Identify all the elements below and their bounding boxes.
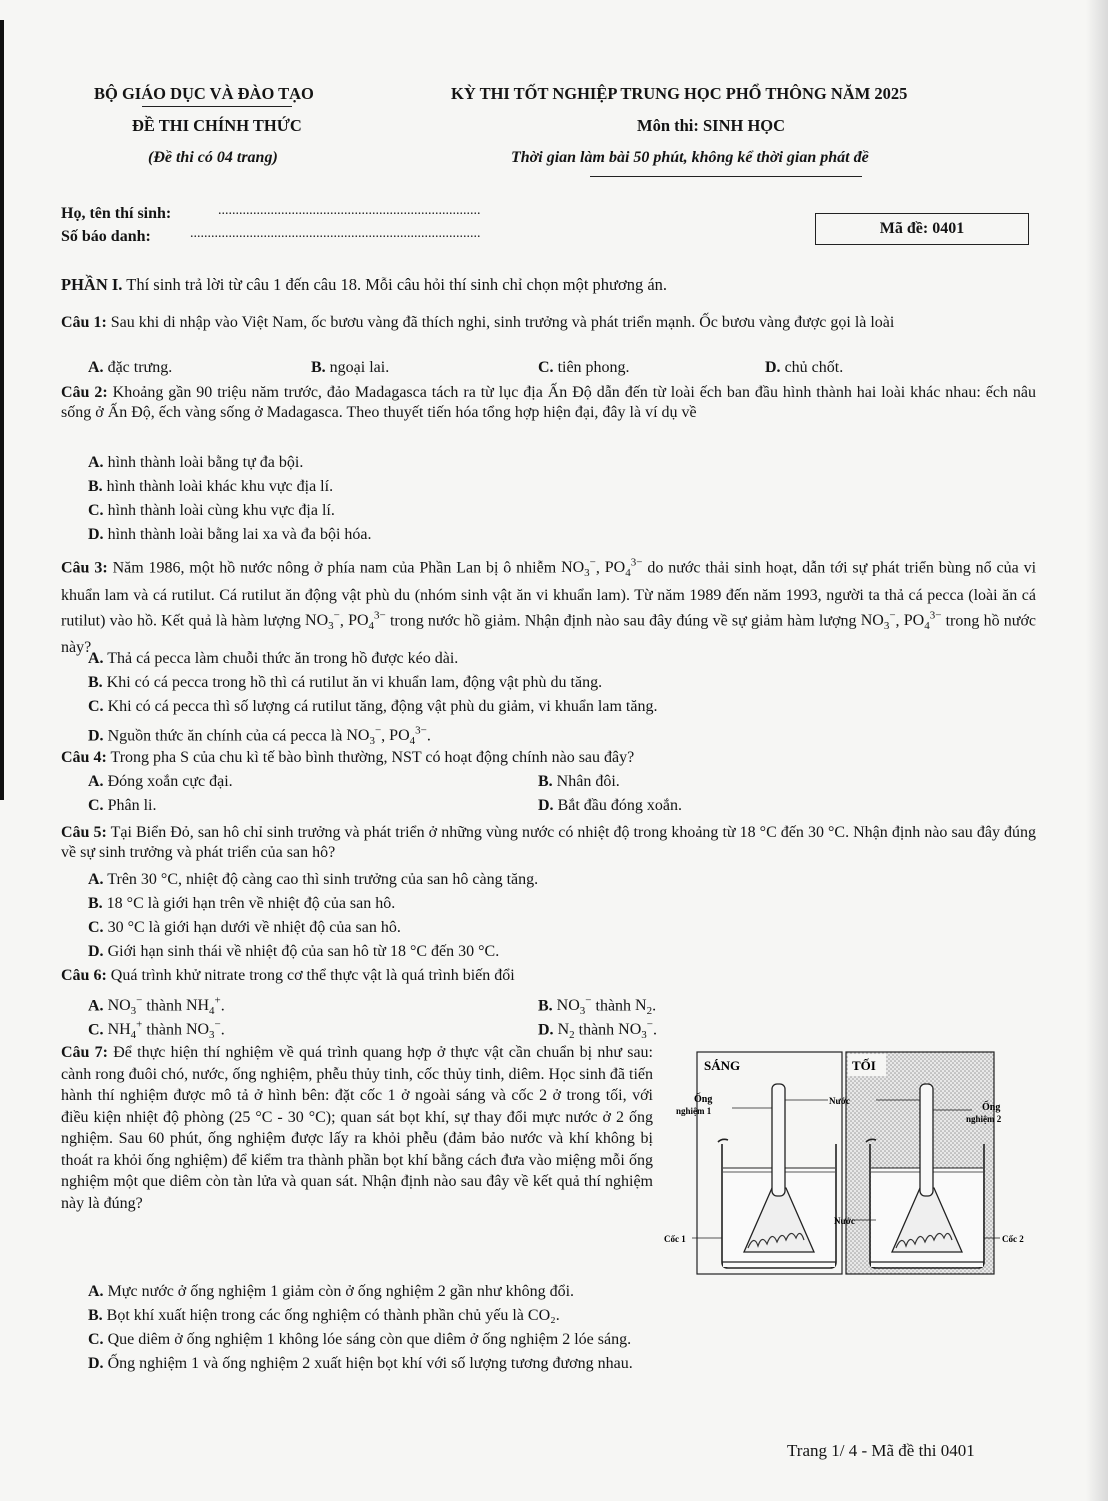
part1-text: Thí sinh trả lời từ câu 1 đến câu 18. Mỗi câu hỏi thí sinh chỉ chọn một phương án.: [126, 275, 668, 294]
q4-option-b: B. Nhân đôi.: [538, 773, 620, 790]
question-5: [61, 823, 1036, 863]
subject-label: Môn thi: SINH HỌC: [637, 116, 786, 135]
q7-text: Để thực hiện thí nghiệm về quá trình quang hợp ở thực vật cần chuẩn bị như sau: cành rong đuôi chó, nước, ống nghiệm, phễu thủy tinh, cốc thủy tinh, diêm. Học sinh đã tiến hành thí nghiệm được mô tả ở hình bên: đặt cốc 1 ở ngoài sáng và cốc 2 ở trong tối, với điều kiện nhiệt độ phòng (25 °C - 30 °C); quan sát bọt khí, sự thay đổi mực nước ở 2 ống nghiệm. Sau 60 phút, ống nghiệm được lấy ra khỏi phễu (đảm bảo nước và khí không bị thoát ra khỏi ống nghiệm) để kiểm tra thành phần bọt khí bằng cách đưa vào miệng mỗi ống nghiệm một que diêm còn tàn lửa và quan sát. Nhận định nào sau đây về kết quả thí nghiệm này là đúng?: [61, 1044, 654, 1212]
scan-edge: [0, 20, 4, 800]
q5-option-c: C. 30 °C là giới hạn dưới về nhiệt độ của san hô.: [88, 919, 401, 936]
id-dots: ...................................................................................: [190, 226, 481, 241]
name-dots: ...........................................................................: [218, 203, 481, 218]
test-tube-1: [772, 1084, 785, 1196]
test-tube-2: [920, 1084, 933, 1196]
label-water-mid: Nước: [834, 1216, 855, 1226]
label-water-top: Nước: [829, 1096, 850, 1106]
time-underline: [590, 176, 862, 177]
exam-code-box: [815, 213, 1029, 245]
question-4: [61, 748, 634, 768]
exam-title: KỲ THI TỐT NGHIỆP TRUNG HỌC PHỔ THÔNG NĂM 2025: [451, 84, 908, 103]
q1-label: Câu 1:: [61, 314, 107, 331]
q6-label: Câu 6:: [61, 967, 107, 984]
q4-label: Câu 4:: [61, 749, 107, 766]
q4-option-c: C. Phân li.: [88, 797, 157, 814]
q3-option-c: C. Khi có cá pecca thì số lượng cá rutilut tăng, động vật phù du giảm, vi khuẩn lam tăng.: [88, 698, 658, 715]
q2-option-d: D. hình thành loài bằng lai xa và đa bội hóa.: [88, 526, 372, 543]
page-footer: Trang 1/ 4 - Mã đề thi 0401: [787, 1441, 975, 1460]
time-note: Thời gian làm bài 50 phút, không kể thời gian phát đề: [511, 149, 869, 166]
q7-option-a: A. Mực nước ở ống nghiệm 1 giảm còn ở ống nghiệm 2 gần như không đổi.: [88, 1283, 575, 1300]
exam-code: Mã đề: 0401: [879, 220, 965, 237]
q6-option-d: D. $N_2$ thành $NO_3^-$.: [538, 1019, 657, 1042]
q1-option-a: A. đặc trưng.: [88, 359, 173, 376]
q2-option-c: C. hình thành loài cùng khu vực địa lí.: [88, 502, 335, 519]
q6-option-b: B. $NO_3^-$ thành $N_2$.: [538, 995, 657, 1018]
chem-po4: $PO_4^{3-}$: [903, 609, 942, 633]
q1-option-d: D. chủ chốt.: [765, 359, 844, 376]
chem-no3: $NO_3^-$: [305, 609, 340, 633]
chem-po4: $PO_4^{3-}$: [604, 557, 643, 580]
chem-po4: $PO_4^{3-}$: [348, 609, 386, 633]
q7-label: Câu 7:: [61, 1044, 109, 1061]
q1-text: Sau khi di nhập vào Việt Nam, ốc bươu vàng đã thích nghi, sinh trưởng và phát triển mạnh. Ốc bươu vàng được gọi là loài: [110, 314, 895, 331]
label-sang: SÁNG: [704, 1058, 741, 1073]
label-tube1-a: Ống: [694, 1094, 713, 1105]
label-toi: TỐI: [852, 1058, 876, 1073]
name-label: Họ, tên thí sinh:: [61, 205, 172, 222]
label-beaker2: Cốc 2: [1002, 1234, 1024, 1244]
q1-option-b: B. ngoại lai.: [311, 359, 390, 376]
q3-option-d: D. Nguồn thức ăn chính của cá pecca là $NO_3^-$, $PO_4^{3-}$.: [88, 725, 431, 748]
chem-no3: $NO_3^-$: [860, 609, 896, 633]
q3-option-a: A. Thả cá pecca làm chuỗi thức ăn trong hồ được kéo dài.: [88, 650, 459, 667]
id-label: Số báo danh:: [61, 228, 151, 245]
q4-option-d: D. Bắt đầu đóng xoắn.: [538, 797, 682, 814]
q1-option-c: C. tiên phong.: [538, 359, 630, 376]
q5-text: Tại Biển Đỏ, san hô chỉ sinh trưởng và phát triển ở những vùng nước có nhiệt độ trong khoảng từ 18 °C đến 30 °C. Nhận định nào sau đây đúng về sự sinh trưởng và phát triển của san hô?: [61, 824, 1037, 861]
scan-shadow: [1086, 0, 1108, 1501]
q3-label: Câu 3:: [61, 559, 108, 577]
question-7: [61, 1042, 653, 1214]
q2-text: Khoảng gần 90 triệu năm trước, đảo Madagasca tách ra từ lục địa Ấn Độ dẫn đến từ loài ếch ban đầu hình thành hai loài khác nhau: ếch nâu sống ở Ấn Độ, ếch vàng sống ở Madagasca. Theo thuyết tiến hóa tổng hợp hiện đại, đây là ví dụ về: [61, 384, 1037, 421]
ministry-underline: [142, 106, 292, 107]
q7-option-b: B. Bọt khí xuất hiện trong các ống nghiệm có thành phần chủ yếu là CO₂.: [88, 1307, 560, 1324]
photosynthesis-experiment-figure: [662, 1048, 1034, 1280]
q5-option-a: A. Trên 30 °C, nhiệt độ càng cao thì sinh trưởng của san hô càng tăng.: [88, 871, 539, 888]
q5-option-b: B. 18 °C là giới hạn trên về nhiệt độ của san hô.: [88, 895, 396, 912]
label-tube2-a: Ống: [982, 1102, 1001, 1113]
q6-text: Quá trình khử nitrate trong cơ thể thực vật là quá trình biến đổi: [110, 967, 515, 984]
part1-instruction: [61, 275, 667, 295]
q4-option-a: A. Đóng xoắn cực đại.: [88, 773, 233, 790]
official-label: ĐỀ THI CHÍNH THỨC: [132, 116, 302, 135]
part1-label: PHẦN I.: [61, 275, 123, 294]
label-beaker1: Cốc 1: [664, 1234, 686, 1244]
question-1: [61, 313, 1036, 333]
question-3: Câu 3: Năm 1986, một hồ nước nông ở phía nam của Phần Lan bị ô nhiễm $NO_3^-$, $PO_4^{3-}$ do nước thải sinh hoạt, dẫn tới sự phát triển bùng nổ của vi khuẩn lam và cá rutilut. Cá rutilut ăn động vật phù du (nhóm sinh vật ăn vi khuẩn lam). Từ năm 1989 đến năm 1993, người ta thả cá pecca (loài ăn cá rutilut) vào hồ. Kết quả là hàm lượng $NO_3^-$, $PO_4^{3-}$ trong nước hồ giảm. Nhận định nào sau đây đúng về sự giảm hàm lượng $NO_3^-$, $PO_4^{3-}$ trong hồ nước này?: [61, 557, 1037, 657]
q2-option-b: B. hình thành loài khác khu vực địa lí.: [88, 478, 334, 495]
q5-option-d: D. Giới hạn sinh thái về nhiệt độ của san hô từ 18 °C đến 30 °C.: [88, 943, 500, 960]
ministry-name: BỘ GIÁO DỤC VÀ ĐÀO TẠO: [94, 84, 314, 103]
label-tube1-b: nghiệm 1: [676, 1106, 712, 1116]
q6-option-a: A. $NO_3^-$ thành $NH_4^+$.: [88, 995, 225, 1018]
q3-option-b: B. Khi có cá pecca trong hồ thì cá rutilut ăn vi khuẩn lam, động vật phù du tăng.: [88, 674, 603, 691]
q6-option-c: C. $NH_4^+$ thành $NO_3^-$.: [88, 1019, 225, 1042]
q2-label: Câu 2:: [61, 384, 108, 401]
question-6: [61, 966, 515, 986]
q7-option-d: D. Ống nghiệm 1 và ống nghiệm 2 xuất hiện bọt khí với số lượng tương đương nhau.: [88, 1355, 633, 1372]
question-2: [61, 383, 1036, 423]
q5-label: Câu 5:: [61, 824, 107, 841]
q7-option-c: C. Que diêm ở ống nghiệm 1 không lóe sáng còn que diêm ở ống nghiệm 2 lóe sáng.: [88, 1331, 632, 1348]
label-tube2-b: nghiệm 2: [966, 1114, 1002, 1124]
q2-option-a: A. hình thành loài bằng tự đa bội.: [88, 454, 304, 471]
chem-no3: $NO_3^-$: [561, 557, 596, 580]
pages-note: (Đề thi có 04 trang): [148, 149, 278, 166]
q4-text: Trong pha S của chu kì tế bào bình thường, NST có hoạt động chính nào sau đây?: [110, 749, 635, 766]
